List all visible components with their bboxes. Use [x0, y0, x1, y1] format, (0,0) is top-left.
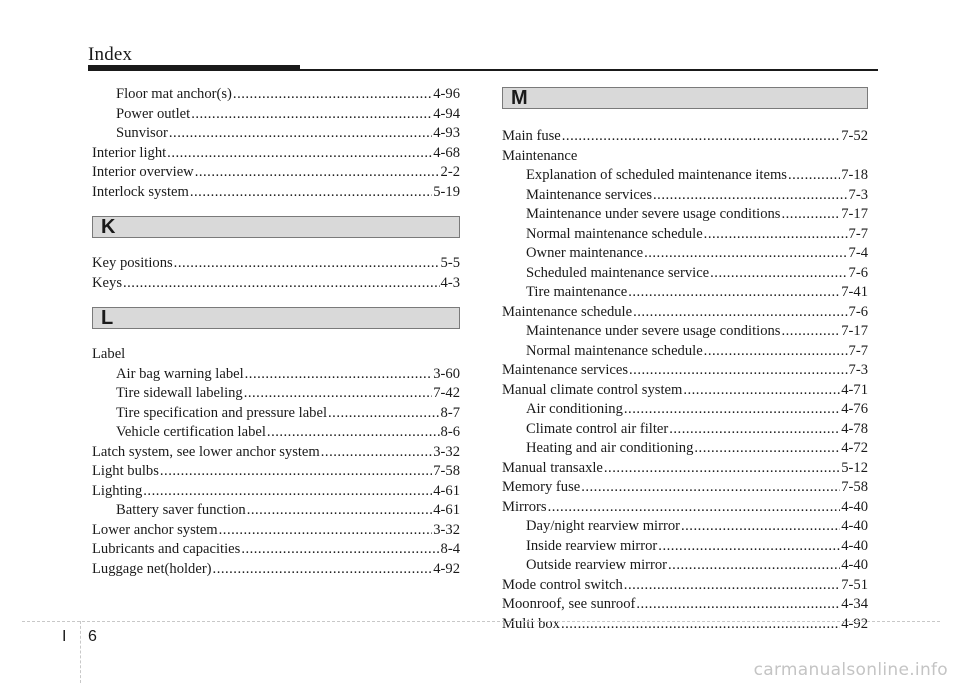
footer-section: I	[62, 628, 67, 645]
dot-leader	[636, 595, 840, 615]
index-page: 4-93	[433, 125, 460, 141]
dot-leader	[548, 498, 841, 518]
dot-leader	[191, 105, 432, 125]
index-term: Manual climate control system	[502, 381, 683, 398]
index-entry	[502, 166, 868, 186]
section-letter-l: L	[101, 307, 114, 329]
watermark: carmanualsonline.info	[753, 660, 948, 680]
index-page: 3-32	[433, 443, 460, 460]
section-header-l	[92, 307, 460, 329]
dot-leader	[710, 264, 847, 284]
dot-leader	[174, 254, 440, 274]
footer-rule	[22, 621, 940, 622]
index-group-f-i	[92, 85, 460, 202]
index-entry	[92, 274, 460, 294]
dot-leader	[247, 501, 433, 521]
index-page: 7-6	[848, 303, 868, 320]
index-page: 4-34	[841, 596, 868, 612]
index-entry	[92, 501, 460, 521]
index-term: Interlock system	[92, 183, 189, 200]
index-term: Climate control air filter	[526, 420, 669, 437]
index-page: 7-4	[848, 245, 868, 261]
index-page: 4-96	[433, 86, 460, 102]
index-term: Multi box	[502, 615, 560, 632]
index-page: 5-12	[841, 459, 868, 476]
index-page: 2-2	[440, 164, 460, 180]
index-term: Keys	[92, 274, 122, 291]
index-page: 7-58	[841, 479, 868, 495]
index-entry	[502, 322, 868, 342]
index-entry	[92, 443, 460, 463]
index-entry	[502, 186, 868, 206]
index-page: 7-17	[841, 206, 868, 222]
section-letter-m: M	[511, 87, 528, 109]
dot-leader	[683, 381, 840, 401]
index-term: Maintenance services	[502, 362, 629, 378]
index-entry	[92, 254, 460, 274]
index-entry	[92, 462, 460, 482]
index-entry	[502, 381, 868, 401]
index-entry	[502, 205, 868, 225]
index-entry	[92, 85, 460, 105]
index-entry	[92, 423, 460, 443]
dot-leader	[581, 478, 840, 498]
dot-leader	[167, 144, 432, 164]
index-entry	[502, 615, 868, 635]
dot-leader	[143, 482, 432, 502]
index-page: 4-92	[841, 615, 868, 632]
index-term: Tire maintenance	[526, 284, 628, 300]
index-page: 7-18	[841, 167, 868, 183]
dot-leader	[604, 459, 840, 479]
index-term: Memory fuse	[502, 479, 581, 495]
index-term: Maintenance under severe usage conditions	[526, 323, 781, 339]
dot-leader	[704, 342, 848, 362]
index-entry	[502, 420, 868, 440]
index-term: Normal maintenance schedule	[526, 342, 703, 359]
index-page: 7-7	[848, 225, 868, 242]
index-entry	[502, 595, 868, 615]
index-term: Light bulbs	[92, 463, 159, 479]
index-term: Manual transaxle	[502, 459, 603, 476]
index-page: 4-76	[841, 401, 868, 417]
index-entry	[502, 400, 868, 420]
index-term: Main fuse	[502, 128, 561, 144]
dot-leader	[328, 404, 440, 424]
dot-leader	[123, 274, 440, 294]
dot-leader	[241, 540, 439, 560]
index-page: 5-5	[440, 255, 460, 271]
dot-leader	[694, 439, 840, 459]
index-term: Lubricants and capacities	[92, 541, 241, 557]
index-page: 4-40	[841, 498, 868, 515]
index-column-right	[502, 85, 868, 634]
index-page: 4-40	[841, 537, 868, 554]
index-entry	[92, 105, 460, 125]
index-page: 3-60	[433, 365, 460, 382]
index-heading-maintenance: Maintenance	[502, 147, 578, 164]
index-entry	[502, 498, 868, 518]
dot-leader	[658, 537, 840, 557]
index-page: 7-52	[841, 128, 868, 144]
index-entry	[92, 560, 460, 580]
section-letter-k: K	[101, 216, 116, 238]
index-page: 4-3	[440, 274, 460, 291]
index-term: Interior overview	[92, 164, 194, 180]
index-heading-label: Label	[92, 346, 126, 362]
index-entry	[92, 365, 460, 385]
index-term: Day/night rearview mirror	[526, 518, 680, 534]
index-entry	[92, 183, 460, 203]
index-entry	[502, 342, 868, 362]
dot-leader	[267, 423, 440, 443]
dot-leader	[704, 225, 848, 245]
index-entry	[502, 478, 868, 498]
index-entry	[92, 404, 460, 424]
dot-leader	[160, 462, 432, 482]
index-term: Moonroof, see sunroof	[502, 596, 636, 612]
index-page: 7-41	[841, 284, 868, 300]
index-entry	[502, 283, 868, 303]
index-page: 8-7	[440, 404, 460, 421]
index-term: Vehicle certification label	[116, 424, 266, 440]
index-page: 4-61	[433, 482, 460, 499]
index-term: Outside rearview mirror	[526, 557, 668, 573]
index-page: 4-40	[841, 557, 868, 573]
index-entry	[502, 537, 868, 557]
index-page: 7-6	[848, 264, 868, 281]
index-group-m	[502, 166, 868, 634]
index-page: 4-71	[841, 381, 868, 398]
index-entry	[92, 482, 460, 502]
index-term: Sunvisor	[116, 125, 168, 141]
index-entry	[502, 264, 868, 284]
index-term: Interior light	[92, 144, 167, 161]
index-term: Key positions	[92, 255, 173, 271]
index-page: 7-51	[841, 576, 868, 593]
dot-leader	[195, 163, 440, 183]
footer-separator	[80, 621, 81, 683]
dot-leader	[190, 183, 432, 203]
index-page: 7-42	[433, 385, 460, 401]
index-term: Air bag warning label	[116, 365, 244, 382]
dot-leader	[624, 400, 840, 420]
dot-leader	[644, 244, 847, 264]
index-entry	[502, 459, 868, 479]
index-term: Explanation of scheduled maintenance items	[526, 167, 787, 183]
index-term: Maintenance services	[526, 186, 653, 203]
index-page: 7-3	[848, 186, 868, 203]
dot-leader	[624, 576, 840, 596]
dot-leader	[233, 85, 432, 105]
index-term: Power outlet	[116, 105, 191, 122]
dot-leader	[321, 443, 432, 463]
index-entry	[502, 303, 868, 323]
section-header-k	[92, 216, 460, 238]
index-page: 4-72	[841, 440, 868, 456]
index-page: 4-68	[433, 144, 460, 161]
index-page: 7-7	[848, 342, 868, 359]
dot-leader	[788, 166, 840, 186]
dot-leader	[562, 127, 840, 147]
index-page: 5-19	[433, 183, 460, 200]
index-entry	[502, 517, 868, 537]
index-entry	[92, 540, 460, 560]
index-group-l	[92, 365, 460, 580]
dot-leader	[782, 205, 841, 225]
index-term: Normal maintenance schedule	[526, 225, 703, 242]
index-entry	[502, 225, 868, 245]
index-entry	[502, 127, 868, 147]
dot-leader	[244, 384, 433, 404]
index-entry	[502, 439, 868, 459]
index-page: 4-78	[841, 420, 868, 437]
index-entry	[502, 576, 868, 596]
index-term: Tire specification and pressure label	[116, 404, 328, 421]
dot-leader	[561, 615, 840, 635]
index-term: Lighting	[92, 482, 143, 499]
dot-leader	[668, 556, 840, 576]
header-rule	[88, 69, 878, 71]
index-entry	[92, 521, 460, 541]
index-term: Owner maintenance	[526, 245, 644, 261]
index-entry	[502, 556, 868, 576]
index-term: Battery saver function	[116, 502, 246, 518]
index-term: Inside rearview mirror	[526, 537, 658, 554]
index-page: 7-58	[433, 463, 460, 479]
index-page: 4-40	[841, 518, 868, 534]
index-group-k	[92, 254, 460, 293]
index-entry	[502, 244, 868, 264]
index-term: Maintenance under severe usage conditions	[526, 206, 781, 222]
index-term: Tire sidewall labeling	[116, 385, 243, 401]
index-term: Air conditioning	[526, 401, 623, 417]
index-entry	[502, 361, 868, 381]
index-entry	[92, 384, 460, 404]
index-entry	[92, 144, 460, 164]
dot-leader	[245, 365, 433, 385]
dot-leader	[629, 361, 848, 381]
index-term: Maintenance schedule	[502, 303, 633, 320]
index-term: Lower anchor system	[92, 521, 218, 538]
index-page: 4-92	[433, 560, 460, 577]
page-title: Index	[88, 44, 133, 65]
section-header-m	[502, 87, 868, 109]
index-page: 4-61	[433, 502, 460, 518]
index-page: 8-6	[440, 424, 460, 440]
dot-leader	[213, 560, 433, 580]
dot-leader	[669, 420, 840, 440]
index-page: 7-17	[841, 323, 868, 339]
dot-leader	[169, 124, 432, 144]
index-column-left	[92, 85, 460, 579]
index-entry	[92, 163, 460, 183]
index-term: Heating and air conditioning	[526, 440, 694, 456]
dot-leader	[628, 283, 840, 303]
index-page: 3-32	[433, 521, 460, 538]
index-term: Scheduled maintenance service	[526, 264, 710, 281]
index-term: Mirrors	[502, 498, 547, 515]
index-entry	[92, 124, 460, 144]
dot-leader	[681, 517, 840, 537]
footer-page-number: 6	[88, 628, 97, 645]
index-term: Luggage net(holder)	[92, 560, 212, 577]
dot-leader	[782, 322, 841, 342]
dot-leader	[653, 186, 848, 206]
dot-leader	[633, 303, 847, 323]
index-page: 8-4	[440, 541, 460, 557]
dot-leader	[219, 521, 433, 541]
index-page: 7-3	[848, 362, 868, 378]
index-page: 4-94	[433, 105, 460, 122]
index-term: Mode control switch	[502, 576, 623, 593]
index-term: Latch system, see lower anchor system	[92, 443, 320, 460]
index-term: Floor mat anchor(s)	[116, 86, 232, 102]
